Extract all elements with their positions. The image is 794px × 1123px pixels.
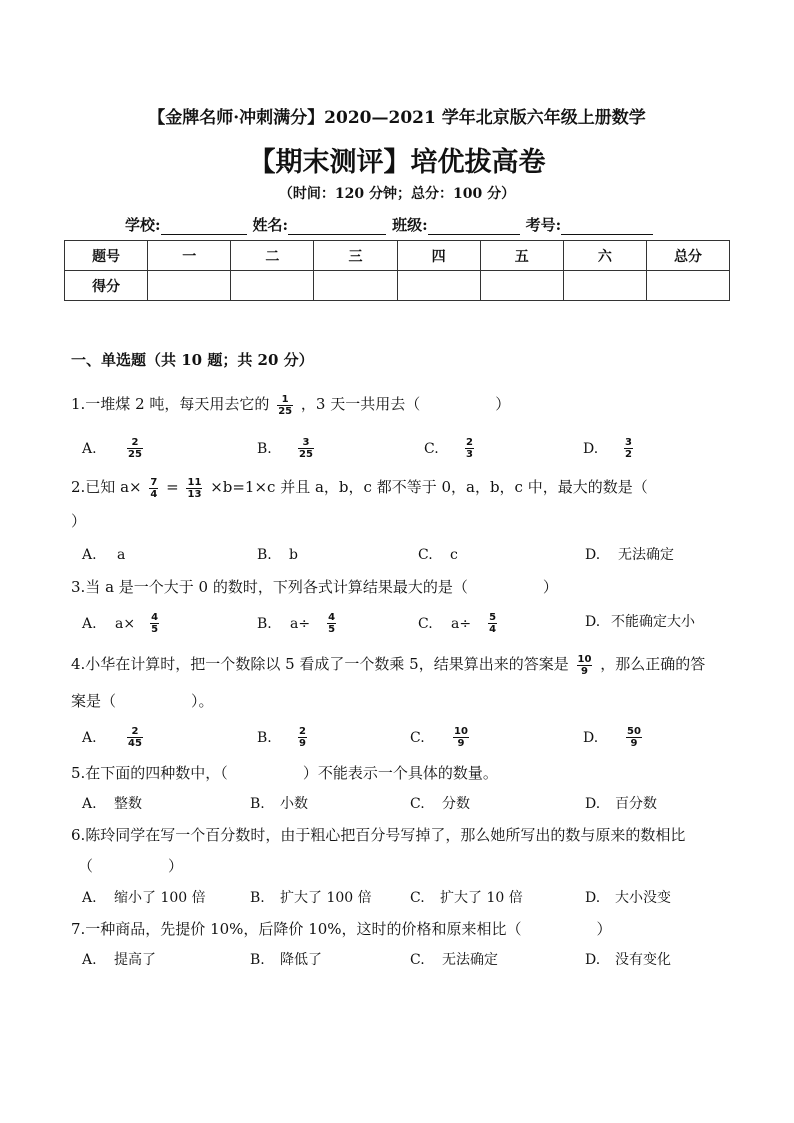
table-cell: 得分	[65, 271, 148, 301]
question-1	[71, 393, 510, 417]
option-c[interactable]: C. a÷ $\frac{5}{4}$	[418, 612, 497, 635]
name-field[interactable]	[288, 216, 386, 235]
score-table-header-row	[65, 241, 730, 271]
exam-time-and-score: （时间：120 分钟；总分：100 分）	[278, 186, 516, 202]
question-text: 1.一堆煤 2 吨，每天用去它的	[71, 395, 270, 413]
fraction: $\frac{50}{9}$	[627, 726, 641, 749]
table-cell: 二	[231, 241, 314, 271]
option-d[interactable]: D. 不能确定大小	[585, 614, 695, 630]
question-text: 2.已知 a×	[71, 478, 142, 496]
exam-number-field[interactable]	[561, 216, 653, 235]
option-b[interactable]: B. b	[257, 547, 298, 563]
score-input-cell[interactable]	[314, 271, 397, 301]
option-a[interactable]: A. 整数	[82, 796, 142, 812]
option-b[interactable]: B. $\frac{2}{9}$	[257, 726, 306, 749]
option-a[interactable]: A. 缩小了 100 倍	[82, 890, 206, 906]
table-cell: 总分	[646, 241, 729, 271]
question-3: 3.当 a 是一个大于 0 的数时，下列各式计算结果最大的是（ ）	[71, 578, 558, 596]
option-b[interactable]: B. 降低了	[250, 952, 322, 968]
score-input-cell[interactable]	[646, 271, 729, 301]
option-c[interactable]: C. 无法确定	[410, 952, 498, 968]
name-label: 姓名:	[252, 216, 289, 234]
question-text: 4.小华在计算时，把一个数除以 5 看成了一个数乘 5，结果算出来的答案是	[71, 655, 569, 673]
question-2-continued: ）	[71, 512, 87, 530]
option-d[interactable]: D. 没有变化	[585, 952, 671, 968]
fraction: $\frac{4}{5}$	[328, 612, 336, 635]
table-cell: 四	[397, 241, 480, 271]
question-5: 5.在下面的四种数中，（ ）不能表示一个具体的数量。	[71, 764, 498, 782]
option-c[interactable]: C. $\frac{2}{3}$	[424, 437, 473, 460]
fraction: $\frac{11}{13}$	[187, 476, 202, 500]
fraction: $\frac{10}{9}$	[454, 726, 468, 749]
score-input-cell[interactable]	[231, 271, 314, 301]
school-label: 学校:	[125, 216, 161, 234]
table-cell: 五	[480, 241, 563, 271]
fraction: $\frac{3}{2}$	[625, 437, 632, 460]
option-c[interactable]: C. 扩大了 10 倍	[410, 890, 523, 906]
school-field[interactable]	[161, 216, 247, 235]
question-text: ×b=1×c 并且 a，b，c 都不等于 0，a，b，c 中，最大的数是（	[210, 478, 648, 496]
question-4	[71, 653, 705, 677]
table-cell: 题号	[65, 241, 148, 271]
exam-series-title: 【金牌名师·冲刺满分】2020—2021 学年北京版六年级上册数学	[148, 108, 646, 128]
score-table	[64, 240, 730, 301]
fraction: $\frac{5}{4}$	[489, 612, 497, 635]
section-title: 一、单选题（共 10 题；共 20 分）	[71, 351, 314, 369]
question-2	[71, 476, 648, 500]
fraction: $\frac{10}{9}$	[577, 653, 592, 677]
option-a[interactable]: A. 提高了	[82, 952, 156, 968]
table-cell: 六	[563, 241, 646, 271]
score-input-cell[interactable]	[397, 271, 480, 301]
fraction: $\frac{1}{25}$	[278, 393, 293, 417]
exam-number-label: 考号:	[525, 216, 562, 234]
question-7: 7.一种商品，先提价 10%，后降价 10%，这时的价格和原来相比（ ）	[71, 920, 612, 938]
student-info-line	[125, 214, 659, 235]
table-cell: 一	[148, 241, 231, 271]
option-d[interactable]: D. 无法确定	[585, 547, 674, 563]
table-cell: 三	[314, 241, 397, 271]
option-b[interactable]: B. 扩大了 100 倍	[250, 890, 372, 906]
option-c[interactable]: C. c	[418, 547, 458, 563]
fraction: $\frac{2}{9}$	[299, 726, 306, 749]
option-c[interactable]: C. 分数	[410, 796, 470, 812]
option-d[interactable]: D. $\frac{50}{9}$	[583, 726, 641, 749]
option-b[interactable]: B. $\frac{3}{25}$	[257, 437, 313, 460]
exam-title: 【期末测评】培优拔高卷	[248, 147, 546, 178]
option-d[interactable]: D. 大小没变	[585, 890, 671, 906]
class-field[interactable]	[428, 216, 520, 235]
question-6: 6.陈玲同学在写一个百分数时，由于粗心把百分号写掉了，那么她所写出的数与原来的数相比	[71, 826, 686, 844]
option-a[interactable]: A. $\frac{2}{45}$	[82, 726, 142, 749]
question-text: ，那么正确的答	[600, 655, 706, 673]
fraction: $\frac{4}{5}$	[151, 612, 159, 635]
question-4-continued: 案是（ ）。	[71, 692, 214, 710]
score-input-cell[interactable]	[148, 271, 231, 301]
fraction: $\frac{2}{45}$	[128, 726, 142, 749]
score-input-cell[interactable]	[563, 271, 646, 301]
score-input-cell[interactable]	[480, 271, 563, 301]
option-c[interactable]: C. $\frac{10}{9}$	[410, 726, 468, 749]
fraction: $\frac{7}{4}$	[150, 476, 158, 500]
option-a[interactable]: A. $\frac{2}{25}$	[82, 437, 142, 460]
option-b[interactable]: B. 小数	[250, 796, 308, 812]
fraction: $\frac{3}{25}$	[299, 437, 313, 460]
question-text: ，3 天一共用去（ ）	[300, 395, 511, 413]
fraction: $\frac{2}{25}$	[128, 437, 142, 460]
class-label: 班级:	[392, 216, 428, 234]
question-text: =	[166, 478, 179, 496]
option-d[interactable]: D. 百分数	[585, 796, 657, 812]
option-a[interactable]: A. a	[82, 547, 126, 563]
score-table-score-row	[65, 271, 730, 301]
option-d[interactable]: D. $\frac{3}{2}$	[583, 437, 632, 460]
option-a[interactable]: A. a× $\frac{4}{5}$	[82, 612, 159, 635]
fraction: $\frac{2}{3}$	[466, 437, 473, 460]
option-b[interactable]: B. a÷ $\frac{4}{5}$	[257, 612, 336, 635]
question-6-continued: （ ）	[78, 857, 184, 875]
